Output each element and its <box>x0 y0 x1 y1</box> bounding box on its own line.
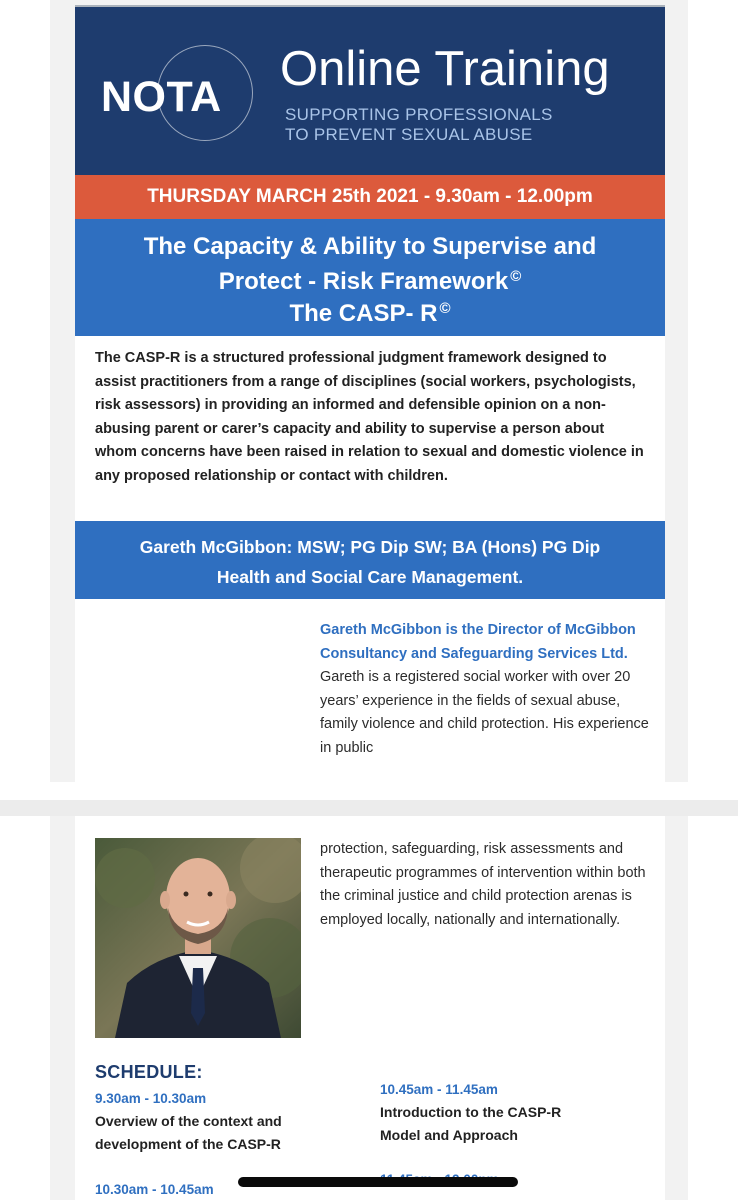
flyer-card-continued <box>75 816 665 1200</box>
scroll-indicator[interactable] <box>238 1177 518 1187</box>
logo-text: NOTA <box>101 73 222 121</box>
tagline <box>285 105 553 145</box>
speaker-bio-text: Gareth is a registered social worker with over 20 years’ experience in the fields of sexual abuse, family violence and child protection. His experience in public <box>320 669 649 756</box>
nota-logo <box>101 45 251 141</box>
schedule-time: 10.45am - 11.45am <box>380 1082 498 1097</box>
tagline-line-1: SUPPORTING PROFESSIONALS <box>285 105 553 124</box>
speaker-bio-part-1 <box>320 619 650 760</box>
event-date-banner: THURSDAY MARCH 25th 2021 - 9.30am - 12.00pm <box>75 175 665 219</box>
email-backdrop <box>50 0 688 782</box>
schedule-item-title: Overview of the context and development of the CASP-R <box>95 1113 282 1152</box>
schedule-item-title: Introduction to the CASP-R Model and Approach <box>380 1104 562 1143</box>
schedule-time: 10.30am - 10.45am <box>95 1182 214 1197</box>
speaker-banner <box>75 521 665 599</box>
speaker-credentials-line-2: Health and Social Care Management. <box>216 567 524 587</box>
screenshot-page-2 <box>0 816 738 1200</box>
copyright-mark: © <box>439 300 451 317</box>
speaker-photo <box>95 838 301 1038</box>
event-title-line-1: The Capacity & Ability to Supervise and <box>143 233 597 260</box>
tagline-line-2: TO PREVENT SEXUAL ABUSE <box>285 125 533 144</box>
event-title-line-3: The CASP- R © <box>289 300 451 327</box>
course-description: The CASP-R is a structured professional judgment framework designed to assist practitioners from a range of disciplines (social workers, psychologists, risk assessors) in providing an informed and defensible opinion on a non-abusing parent or carer’s capacity and ability to supervise a person about whom concerns have been raised in relation to sexual and domestic violence in any proposed relationship or contact with children. <box>95 350 644 484</box>
speaker-bio-part-2: protection, safeguarding, risk assessments and therapeutic programmes of intervention within both the criminal justice and child protection arenas is employed locally, nationally and internationally. <box>320 841 646 928</box>
schedule-title: SCHEDULE: <box>95 1062 203 1082</box>
event-title-line-2: Protect - Risk Framework © <box>218 268 522 295</box>
speaker-credentials-line-1: Gareth McGibbon: MSW; PG Dip SW; BA (Hons) PG Dip <box>139 537 601 557</box>
flyer-card <box>75 5 665 784</box>
email-backdrop <box>50 816 688 1200</box>
copyright-mark: © <box>510 268 522 285</box>
speaker-bio-highlight: Gareth McGibbon is the Director of McGibbon Consultancy and Safeguarding Services Ltd. <box>320 622 636 662</box>
flyer-header <box>75 7 665 175</box>
event-title-banner <box>75 219 665 336</box>
online-training-title: Online Training <box>280 42 610 96</box>
schedule-time: 9.30am - 10.30am <box>95 1091 207 1106</box>
